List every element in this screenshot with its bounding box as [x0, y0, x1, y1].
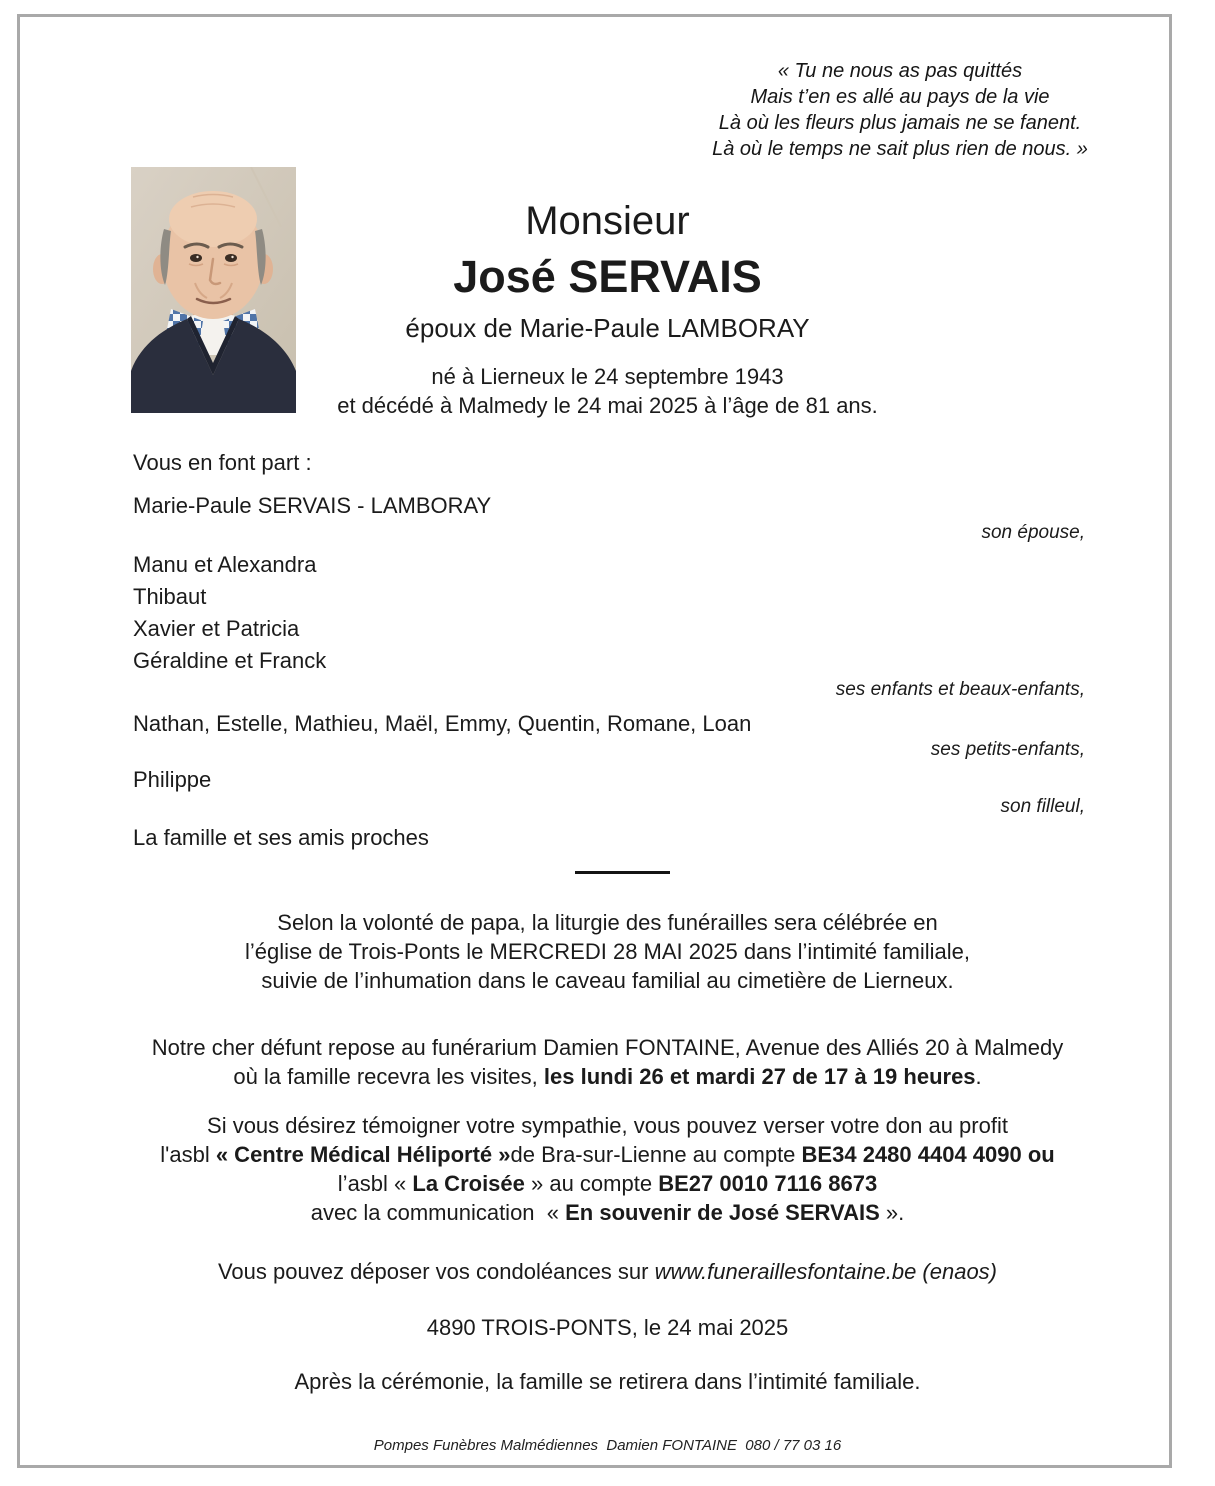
children-role: ses enfants et beaux-enfants,	[835, 679, 1085, 700]
donation-line: Si vous désirez témoigner votre sympathie, vous pouvez verser votre don au profit	[207, 1113, 1008, 1138]
city-date-line: 4890 TROIS-PONTS, le 24 mai 2025	[426, 1315, 789, 1340]
visitation-period: .	[975, 1064, 982, 1089]
visitation-hours: les lundi 26 et mardi 27 de 17 à 19 heures	[543, 1064, 976, 1089]
donation-text: avec la communication «	[310, 1200, 566, 1225]
donation-line	[0, 1140, 1215, 1169]
quote-line: Là où le temps ne sait plus rien de nous. »	[712, 138, 1088, 160]
donation-text: l’asbl «	[337, 1171, 413, 1196]
godson-role: son filleul,	[1000, 796, 1085, 817]
donation-text: » au compte	[524, 1171, 659, 1196]
condolences-line	[0, 1257, 1215, 1286]
retreat-line: Après la cérémonie, la famille se retirera dans l’intimité familiale.	[294, 1369, 921, 1394]
death-line: et décédé à Malmedy le 24 mai 2025 à l’âge de 81 ans.	[337, 393, 878, 418]
grandchildren-names: Nathan, Estelle, Mathieu, Maël, Emmy, Quentin, Romane, Loan	[133, 711, 752, 736]
donation-paragraph	[0, 1111, 1215, 1227]
funeral-home-footer: Pompes Funèbres Malmédiennes Damien FONTAINE 080 / 77 03 16	[373, 1437, 842, 1454]
wife-role: son épouse,	[981, 522, 1085, 543]
condolences-website: www.funeraillesfontaine.be (enaos)	[654, 1259, 998, 1284]
visitation-line: Notre cher défunt repose au funérarium Damien FONTAINE, Avenue des Alliés 20 à Malmedy	[151, 1035, 1064, 1060]
donation-charity-1: « Centre Médical Héliporté »	[215, 1142, 511, 1167]
birth-death-lines	[0, 362, 1215, 420]
birth-line: né à Lierneux le 24 septembre 1943	[431, 364, 784, 389]
donation-line	[0, 1198, 1215, 1227]
donation-text: l'asbl	[160, 1142, 216, 1167]
ceremony-line: l’église de Trois-Ponts le MERCREDI 28 MAI 2025 dans l’intimité familiale,	[244, 939, 971, 964]
donation-text: de Bra-sur-Lienne au compte	[510, 1142, 802, 1167]
quote-line: Mais t’en es allé au pays de la vie	[750, 86, 1050, 108]
opening-quote	[585, 58, 1215, 162]
visitation-text: où la famille recevra les visites,	[233, 1064, 544, 1089]
visitation-line	[0, 1062, 1215, 1091]
grandchildren-role: ses petits-enfants,	[930, 739, 1085, 760]
child-name: Manu et Alexandra	[133, 552, 317, 577]
donation-line	[0, 1169, 1215, 1198]
quote-line: « Tu ne nous as pas quittés	[777, 60, 1023, 82]
section-divider	[575, 871, 670, 874]
godson-name: Philippe	[133, 767, 212, 792]
child-name: Xavier et Patricia	[133, 616, 300, 641]
ceremony-line: Selon la volonté de papa, la liturgie des funérailles sera célébrée en	[277, 910, 938, 935]
deceased-name: José SERVAIS	[453, 251, 762, 302]
ceremony-paragraph	[0, 908, 1215, 995]
donation-charity-2: La Croisée	[412, 1171, 525, 1196]
quote-line: Là où les fleurs plus jamais ne se fanent.	[718, 112, 1082, 134]
spouse-line: époux de Marie-Paule LAMBORAY	[405, 313, 810, 343]
ceremony-line: suivie de l’inhumation dans le caveau familial au cimetière de Lierneux.	[261, 968, 954, 993]
donation-communication: En souvenir de José SERVAIS	[565, 1200, 880, 1225]
donation-account-2: BE27 0010 7116 8673	[658, 1171, 878, 1196]
civility-title: Monsieur	[525, 199, 690, 243]
visitation-paragraph	[0, 1033, 1215, 1091]
donation-text: ».	[879, 1200, 905, 1225]
family-intro: Vous en font part :	[133, 450, 312, 475]
child-name: Thibaut	[133, 584, 207, 609]
wife-name: Marie-Paule SERVAIS - LAMBORAY	[133, 493, 492, 518]
donation-account-1: BE34 2480 4404 4090 ou	[801, 1142, 1055, 1167]
child-name: Géraldine et Franck	[133, 648, 327, 673]
condolences-text: Vous pouvez déposer vos condoléances sur	[217, 1259, 655, 1284]
family-closing: La famille et ses amis proches	[133, 825, 429, 850]
